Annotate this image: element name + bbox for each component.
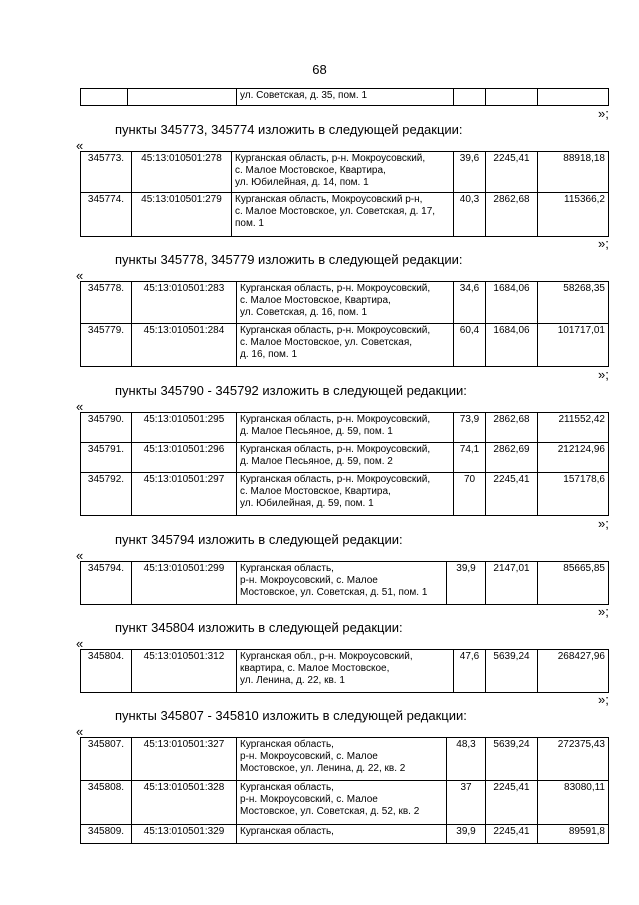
cell-num: 345792. (81, 473, 132, 516)
address-line: ул. Юбилейная, д. 14, пом. 1 (235, 177, 369, 188)
section-table (80, 281, 609, 367)
cell-cost: 115366,2 (538, 193, 609, 237)
cell-cost: 89591,8 (538, 825, 609, 844)
address-line: Курганская область, р-н. Мокроусовский, (240, 325, 431, 336)
cell-price: 5639,24 (486, 650, 538, 693)
table-row (81, 825, 609, 844)
section-table (80, 561, 609, 605)
cell-price: 2245,41 (486, 152, 538, 193)
cell-address (237, 781, 447, 825)
cell-cadastral: 45:13:010501:312 (132, 650, 237, 693)
opening-quote: « (76, 138, 84, 153)
cell-cost: 85665,85 (538, 562, 609, 605)
section-heading: пункты 345773, 345774 изложить в следующей редакции: (115, 122, 463, 137)
closing-quote: »; (598, 604, 609, 619)
cell-area: 40,3 (454, 193, 486, 237)
cell-cost: 268427,96 (538, 650, 609, 693)
cell-area: 37 (447, 781, 486, 825)
cell-area: 39,9 (447, 562, 486, 605)
cell-price (486, 89, 538, 106)
cell-address (237, 650, 454, 693)
cell-cost: 83080,11 (538, 781, 609, 825)
table-row (81, 781, 609, 825)
cell-area: 60,4 (454, 324, 486, 367)
cell-num: 345791. (81, 443, 132, 473)
address-line: Курганская область, р-н. Мокроусовский, (240, 444, 431, 455)
table-row (81, 562, 609, 605)
address-line: с. Малое Мостовское, Квартира, (240, 486, 391, 497)
cell-num: 345807. (81, 738, 132, 781)
address-line: Курганская область, р-н. Мокроусовский, (240, 414, 431, 425)
cell-num: 345809. (81, 825, 132, 844)
cell-price: 1684,06 (486, 282, 538, 324)
cell-price: 2862,68 (486, 193, 538, 237)
cell-cadastral: 45:13:010501:329 (132, 825, 237, 844)
cell-cadastral: 45:13:010501:284 (132, 324, 237, 367)
closing-quote: »; (598, 692, 609, 707)
cell-address (237, 324, 454, 367)
cell-price: 5639,24 (486, 738, 538, 781)
opening-quote: « (76, 268, 84, 283)
cell-cost: 157178,6 (538, 473, 609, 516)
cell-cadastral: 45:13:010501:279 (132, 193, 232, 237)
address-line: р-н. Мокроусовский, с. Малое (240, 751, 378, 762)
opening-quote: « (76, 548, 84, 563)
cell-num: 345778. (81, 282, 132, 324)
address-line: д. 16, пом. 1 (240, 349, 298, 360)
table-row (81, 152, 609, 193)
cell-num: 345774. (81, 193, 132, 237)
cell-cadastral: 45:13:010501:295 (132, 413, 237, 443)
section-heading: пункты 345778, 345779 изложить в следующей редакции: (115, 252, 463, 267)
cell-address (237, 738, 447, 781)
cell-price: 2862,68 (486, 413, 538, 443)
address-line: Мостовское, ул. Советская, д. 52, кв. 2 (240, 806, 420, 817)
address-line: ул. Советская, д. 16, пом. 1 (240, 307, 368, 318)
cell-area: 48,3 (447, 738, 486, 781)
table-row (81, 89, 609, 106)
cell-price: 2245,41 (486, 825, 538, 844)
address-line: Курганская область, р-н. Мокроусовский, (235, 153, 426, 164)
closing-quote: »; (598, 236, 609, 251)
closing-quote: »; (598, 106, 609, 121)
cell-area: 70 (454, 473, 486, 516)
cell-num: 345804. (81, 650, 132, 693)
section-heading: пункт 345794 изложить в следующей редакции: (115, 532, 403, 547)
address-line: ул. Ленина, д. 22, кв. 1 (240, 675, 345, 686)
cell-address: ул. Советская, д. 35, пом. 1 (237, 89, 454, 106)
cell-address (232, 152, 454, 193)
cell-cadastral: 45:13:010501:296 (132, 443, 237, 473)
continuation-table (80, 88, 609, 106)
address-line: Курганская область, Мокроусовский р-н, (235, 194, 423, 205)
address-line: Курганская обл., р-н. Мокроусовский, (240, 651, 413, 662)
address-line: р-н. Мокроусовский, с. Малое (240, 575, 378, 586)
cell-cost: 101717,01 (538, 324, 609, 367)
cell-area (454, 89, 486, 106)
opening-quote: « (76, 724, 84, 739)
address-line: Курганская область, (240, 563, 334, 574)
page-number: 68 (312, 62, 327, 77)
address-line: д. Малое Песьяное, д. 59, пом. 1 (240, 426, 393, 437)
address-line: Курганская область, р-н. Мокроусовский, (240, 474, 431, 485)
cell-cadastral: 45:13:010501:327 (132, 738, 237, 781)
table-row (81, 443, 609, 473)
address-line: Курганская область, (240, 826, 334, 837)
section-table (80, 151, 609, 237)
section-table (80, 412, 609, 516)
table-row (81, 413, 609, 443)
cell-price: 2245,41 (486, 781, 538, 825)
address-line: с. Малое Мостовское, ул. Советская, (240, 337, 413, 348)
address-line: с. Малое Мостовское, Квартира, (240, 295, 391, 306)
table-row (81, 650, 609, 693)
table-row (81, 324, 609, 367)
cell-num: 345779. (81, 324, 132, 367)
cell-num: 345773. (81, 152, 132, 193)
address-line: Мостовское, ул. Ленина, д. 22, кв. 2 (240, 763, 406, 774)
address-line: Курганская область, (240, 739, 334, 750)
cell-num: 345808. (81, 781, 132, 825)
cell-area: 47,6 (454, 650, 486, 693)
cell-price: 2245,41 (486, 473, 538, 516)
address-line: Курганская область, р-н. Мокроусовский, (240, 283, 431, 294)
cell-price: 2862,69 (486, 443, 538, 473)
opening-quote: « (76, 399, 84, 414)
opening-quote: « (76, 636, 84, 651)
cell-cadastral: 45:13:010501:278 (132, 152, 232, 193)
address-line: р-н. Мокроусовский, с. Малое (240, 794, 378, 805)
cell-cadastral: 45:13:010501:299 (132, 562, 237, 605)
cell-area: 39,6 (454, 152, 486, 193)
cell-num (81, 89, 128, 106)
cell-cost: 88918,18 (538, 152, 609, 193)
cell-cadastral (128, 89, 237, 106)
address-line: с. Малое Мостовское, ул. Советская, д. 17, (235, 206, 436, 217)
cell-cost: 212124,96 (538, 443, 609, 473)
address-line: Курганская область, (240, 782, 334, 793)
cell-cost: 211552,42 (538, 413, 609, 443)
table-row (81, 738, 609, 781)
cell-num: 345794. (81, 562, 132, 605)
address-line: ул. Юбилейная, д. 59, пом. 1 (240, 498, 374, 509)
cell-cadastral: 45:13:010501:328 (132, 781, 237, 825)
address-line: с. Малое Мостовское, Квартира, (235, 165, 386, 176)
section-heading: пункты 345807 - 345810 изложить в следующей редакции: (115, 708, 467, 723)
cell-address (237, 443, 454, 473)
cell-cost: 272375,43 (538, 738, 609, 781)
cell-cadastral: 45:13:010501:283 (132, 282, 237, 324)
address-line: Мостовское, ул. Советская, д. 51, пом. 1 (240, 587, 428, 598)
table-row (81, 193, 609, 237)
cell-num: 345790. (81, 413, 132, 443)
address-line: пом. 1 (235, 218, 264, 229)
cell-area: 34,6 (454, 282, 486, 324)
table-row (81, 282, 609, 324)
closing-quote: »; (598, 516, 609, 531)
section-heading: пункты 345790 - 345792 изложить в следующей редакции: (115, 383, 467, 398)
address-line: д. Малое Песьяное, д. 59, пом. 2 (240, 456, 393, 467)
cell-address (232, 193, 454, 237)
table-row (81, 473, 609, 516)
cell-area: 73,9 (454, 413, 486, 443)
section-table (80, 737, 609, 844)
cell-address (237, 825, 447, 844)
section-table (80, 649, 609, 693)
cell-price: 1684,06 (486, 324, 538, 367)
cell-cadastral: 45:13:010501:297 (132, 473, 237, 516)
cell-price: 2147,01 (486, 562, 538, 605)
cell-address (237, 562, 447, 605)
cell-cost (538, 89, 609, 106)
cell-area: 74,1 (454, 443, 486, 473)
section-heading: пункт 345804 изложить в следующей редакции: (115, 620, 403, 635)
cell-address (237, 473, 454, 516)
address-line: квартира, с. Малое Мостовское, (240, 663, 390, 674)
cell-address (237, 282, 454, 324)
cell-area: 39,9 (447, 825, 486, 844)
cell-cost: 58268,35 (538, 282, 609, 324)
closing-quote: »; (598, 367, 609, 382)
cell-address (237, 413, 454, 443)
